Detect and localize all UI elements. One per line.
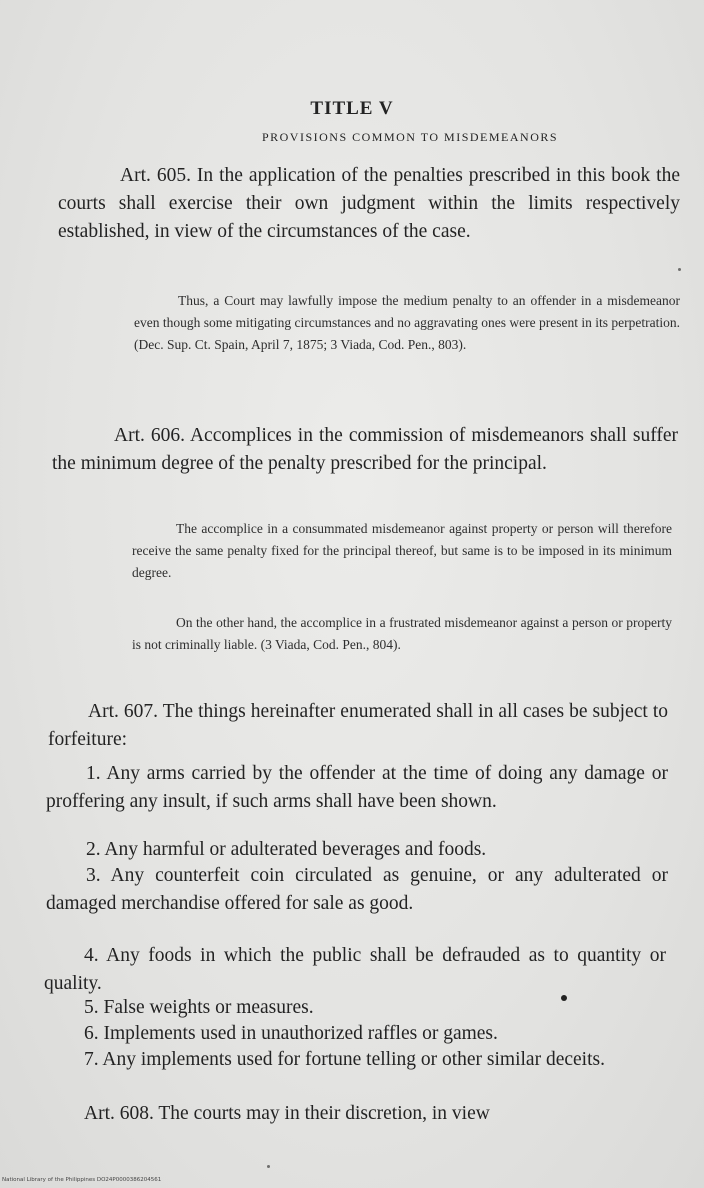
forfeiture-item-3: 3. Any counterfeit coin circulated as genuine, or any adulterated or damaged merchandise offered for sale as good.	[46, 865, 668, 914]
note-606-b: On the other hand, the accomplice in a frustrated misdemeanor against a person or property is not criminally liable. (3 Viada, Cod. Pen., 804).	[132, 615, 672, 652]
article-605: Art. 605. In the application of the penalties prescribed in this book the courts shall exercise their own judgment within the limits respectively established, in view of the circumstances of the case.	[58, 165, 680, 242]
article-608: Art. 608. The courts may in their discretion, in view	[84, 1103, 490, 1124]
ink-speck	[267, 1165, 270, 1168]
forfeiture-item-7: 7. Any implements used for fortune telling or other similar deceits.	[84, 1049, 605, 1070]
section-subtitle: PROVISIONS COMMON TO MISDEMEANORS	[261, 130, 559, 144]
forfeiture-item-6: 6. Implements used in unauthorized raffles or games.	[84, 1023, 498, 1044]
forfeiture-item-2: 2. Any harmful or adulterated beverages and foods.	[86, 839, 487, 860]
article-607: Art. 607. The things hereinafter enumerated shall in all cases be subject to forfeiture:	[48, 701, 668, 750]
forfeiture-item-1: 1. Any arms carried by the offender at the time of doing any damage or proffering any insult, if such arms shall have been shown.	[46, 763, 668, 812]
ink-speck	[678, 268, 681, 271]
ink-speck	[561, 995, 567, 1001]
article-606: Art. 606. Accomplices in the commission of misdemeanors shall suffer the minimum degree of the penalty prescribed for the principal.	[52, 425, 678, 474]
scan-footer: National Library of the Philippines DO24P0000386204561	[2, 1177, 162, 1183]
note-606-a: The accomplice in a consummated misdemeanor against property or person will therefore receive the same penalty fixed for the principal thereof, but same is to be imposed in its minimum degree.	[132, 521, 672, 580]
note-605: Thus, a Court may lawfully impose the medium penalty to an offender in a misdemeanor even though some mitigating circumstances and no aggravating ones were present in its perpetration. (Dec. Sup. Ct. Spain, April 7, 1875; 3 Viada, Cod. Pen., 803).	[134, 293, 680, 352]
forfeiture-item-4: 4. Any foods in which the public shall be defrauded as to quantity or quality.	[44, 945, 666, 994]
forfeiture-item-5: 5. False weights or measures.	[84, 997, 314, 1018]
page-title: TITLE V	[310, 98, 394, 119]
